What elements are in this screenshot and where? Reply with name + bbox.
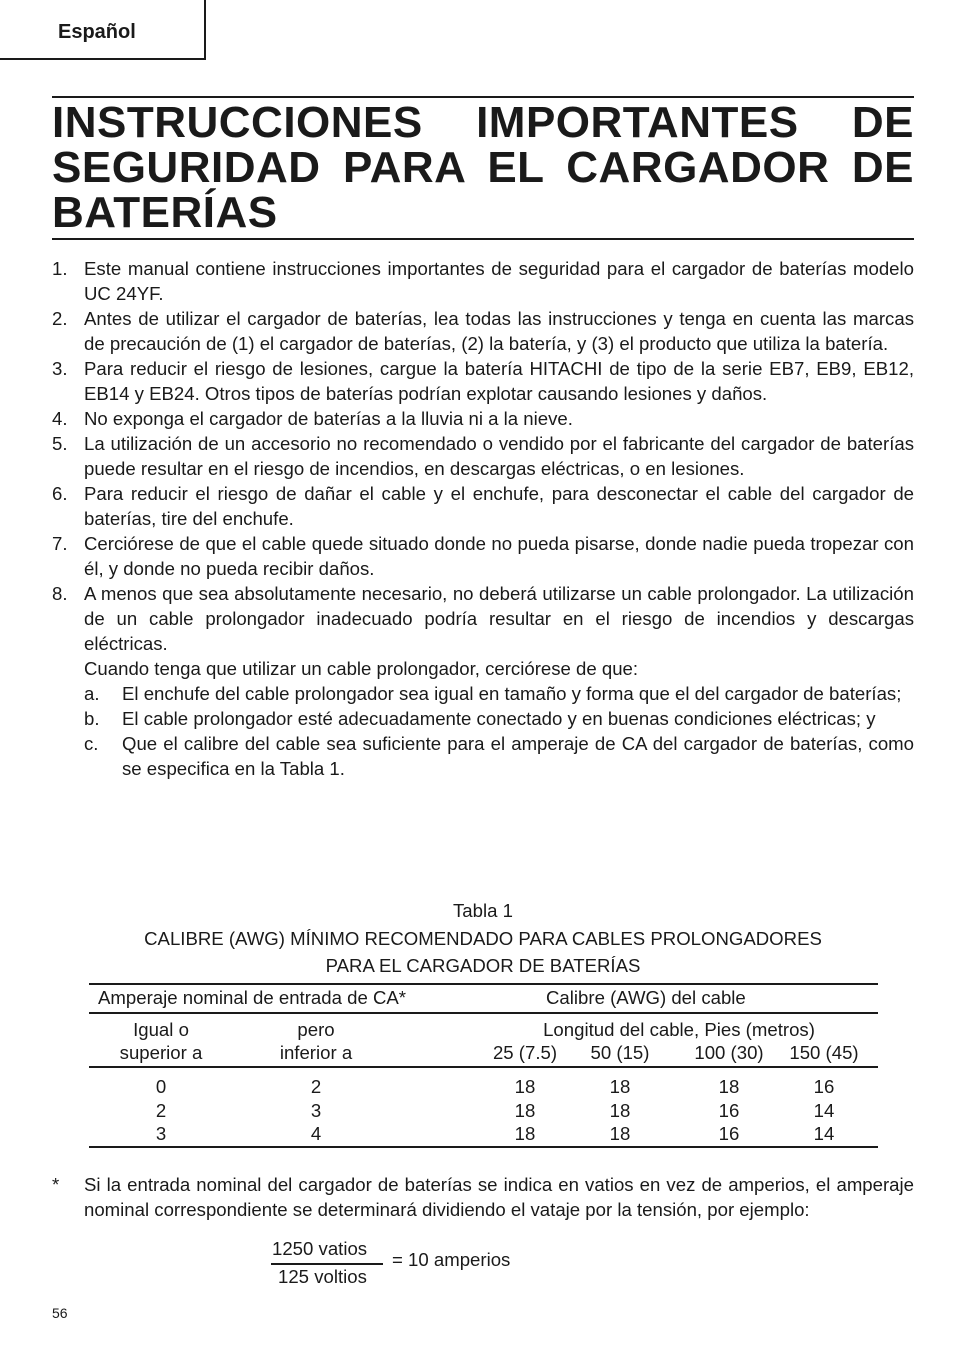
sub-list-item: [52, 706, 914, 731]
list-item: [52, 581, 914, 656]
list-item: [52, 306, 914, 356]
item-text: No exponga el cargador de baterías a la lluvia ni a la nieve.: [84, 408, 573, 429]
footnote-marker: *: [52, 1174, 60, 1195]
table-rule-body: [89, 1066, 878, 1068]
table-cell: 0: [155, 1076, 167, 1097]
column-header-cable-length: Longitud del cable, Pies (metros): [543, 1019, 815, 1040]
item-number: 7.: [52, 533, 68, 554]
table-cell: 18: [609, 1100, 631, 1121]
table-cell: 14: [813, 1123, 835, 1144]
list-item: [52, 256, 914, 306]
item-number: 2.: [52, 308, 68, 329]
list-item: [52, 431, 914, 481]
table-cell: 2: [310, 1076, 322, 1097]
fraction-numerator: 1250 vatios: [272, 1238, 368, 1259]
column-header-max-l1: pero: [297, 1019, 335, 1040]
column-header-length-100: 100 (30): [694, 1042, 764, 1063]
fraction-result: = 10 amperios: [392, 1249, 511, 1270]
column-header-min-l1: Igual o: [133, 1019, 189, 1040]
item-text: Antes de utilizar el cargador de baterías, lea todas las instrucciones y tenga en cuenta las marcas de precaución de (1) el cargador de baterías, (2) la batería, y (3) el producto que utiliza la batería.: [84, 308, 914, 354]
table-cell: 16: [718, 1123, 740, 1144]
fraction-bar: [271, 1263, 383, 1265]
table-header-input-amperage: Amperaje nominal de entrada de CA*: [98, 987, 407, 1008]
item-number: 1.: [52, 258, 68, 279]
page-number: 56: [52, 1305, 68, 1321]
sub-list-item: [52, 731, 914, 781]
column-header-min-l2: superior a: [119, 1042, 203, 1063]
list-item: [52, 481, 914, 531]
table-cell: 18: [514, 1076, 536, 1097]
table-label: Tabla 1: [453, 900, 513, 921]
sub-list-item: [52, 681, 914, 706]
title-rule-bottom: [52, 238, 914, 240]
table-rule-header: [89, 1012, 878, 1014]
sub-item-letter: b.: [84, 708, 100, 729]
column-header-max-l2: inferior a: [279, 1042, 353, 1063]
sub-item-letter: a.: [84, 683, 100, 704]
page-title: INSTRUCCIONES IMPORTANTES DE SEGURIDAD PARA EL CARGADOR DE BATERÍAS: [52, 98, 914, 237]
table-cell: 18: [609, 1123, 631, 1144]
language-label: Español: [58, 21, 136, 43]
sub-item-text: El enchufe del cable prolongador sea igual en tamaño y forma que el del cargador de baterías;: [122, 683, 902, 704]
table-cell: 4: [310, 1123, 322, 1144]
list-item: [52, 531, 914, 581]
table-cell: 3: [155, 1123, 167, 1144]
column-header-length-150: 150 (45): [789, 1042, 859, 1063]
table-rule-bottom: [89, 1146, 878, 1148]
table-cell: 16: [813, 1076, 835, 1097]
item-text: Para reducir el riesgo de lesiones, cargue la batería HITACHI de tipo de la serie EB7, EB9, EB12, EB14 y EB24. Otros tipos de baterías podrían explotar causando lesiones y daños.: [84, 358, 914, 404]
list-item: [52, 406, 914, 431]
footnote-text: Si la entrada nominal del cargador de baterías se indica en vatios en vez de amperios, el amperaje nominal correspondiente se determinará dividiendo el vataje por la tensión, por ejemplo:: [84, 1174, 914, 1220]
table-title-line2: PARA EL CARGADOR DE BATERÍAS: [325, 955, 641, 976]
item-number: 5.: [52, 433, 68, 454]
table-cell: 18: [514, 1123, 536, 1144]
fraction-denominator: 125 voltios: [278, 1266, 367, 1287]
item-number: 8.: [52, 583, 68, 604]
sub-item-letter: c.: [84, 733, 99, 754]
table-cell: 14: [813, 1100, 835, 1121]
item-text: Para reducir el riesgo de dañar el cable y el enchufe, para desconectar el cable del cargador de baterías, tire del enchufe.: [84, 483, 914, 529]
item-number: 3.: [52, 358, 68, 379]
footnote: [52, 1172, 914, 1222]
table-cell: 2: [155, 1100, 167, 1121]
safety-instructions-list: [52, 256, 914, 781]
table-header-awg-gauge: Calibre (AWG) del cable: [546, 987, 746, 1008]
list-item: [52, 356, 914, 406]
item-8-continuation: Cuando tenga que utilizar un cable prolongador, cerciórese de que:: [84, 658, 639, 679]
table-cell: 3: [310, 1100, 322, 1121]
table-rule-top: [89, 983, 878, 985]
table-cell: 16: [718, 1100, 740, 1121]
table-cell: 18: [514, 1100, 536, 1121]
sub-item-text: Que el calibre del cable sea suficiente para el amperaje de CA del cargador de baterías, como se especifica en la Tabla 1.: [122, 733, 914, 779]
sub-item-text: El cable prolongador esté adecuadamente conectado y en buenas condiciones eléctricas; y: [122, 708, 876, 729]
column-header-length-25: 25 (7.5): [492, 1042, 558, 1063]
table-title-line1: CALIBRE (AWG) MÍNIMO RECOMENDADO PARA CABLES PROLONGADORES: [144, 928, 822, 949]
table-cell: 18: [609, 1076, 631, 1097]
item-number: 6.: [52, 483, 68, 504]
table-cell: 18: [718, 1076, 740, 1097]
item-number: 4.: [52, 408, 68, 429]
language-tab: [0, 0, 206, 60]
item-text: Este manual contiene instrucciones importantes de seguridad para el cargador de baterías modelo UC 24YF.: [84, 258, 914, 304]
item-text: Cerciórese de que el cable quede situado donde no pueda pisarse, donde nadie pueda tropezar con él, y donde no pueda recibir daños.: [84, 533, 914, 579]
item-text: A menos que sea absolutamente necesario, no deberá utilizarse un cable prolongador. La utilización de un cable prolongador inadecuado podría resultar en el riesgo de incendios y descargas eléctricas.: [84, 583, 914, 654]
item-text: La utilización de un accesorio no recomendado o vendido por el fabricante del cargador de baterías puede resultar en el riesgo de incendios, en descargas eléctricas, o en lesiones.: [84, 433, 914, 479]
column-header-length-50: 50 (15): [590, 1042, 650, 1063]
